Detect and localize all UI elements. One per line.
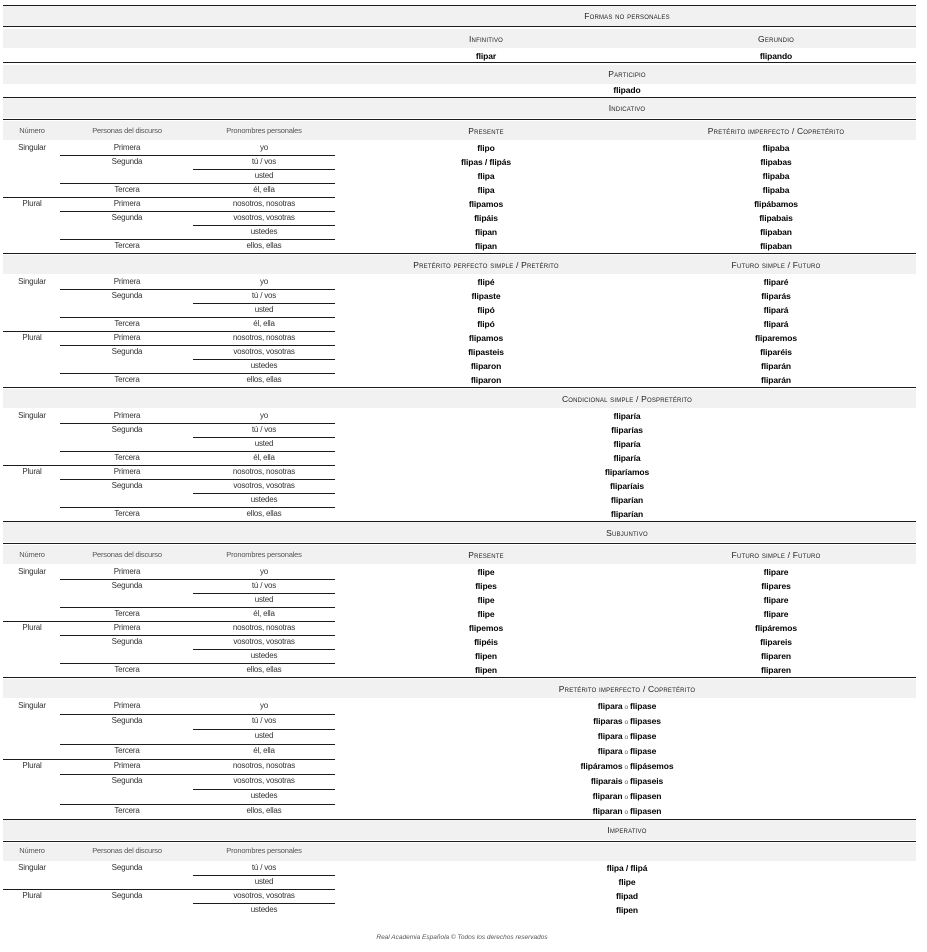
col-header-numero: Número (19, 846, 45, 855)
verb-form: flipe (477, 595, 495, 605)
row-rule (193, 875, 335, 876)
verb-form: flipaban (760, 241, 792, 251)
form-a: fliparan (592, 806, 623, 816)
row-rule (193, 437, 335, 438)
ind3-persona: Segunda (111, 481, 143, 490)
ind1-pronombre: nosotros, nosotras (232, 199, 296, 208)
verb-form: flipé (477, 277, 495, 287)
row-rule (193, 225, 335, 226)
row-rule (3, 759, 335, 760)
ind1-persona: Tercera (114, 241, 140, 250)
form-b: flipaseis (630, 776, 664, 786)
form-b: flipasen (630, 791, 662, 801)
row-rule (193, 493, 335, 494)
verb-form: flipó (477, 305, 495, 315)
tense-label: Presente (468, 550, 504, 560)
row-rule (60, 451, 335, 452)
subj2-persona: Tercera (114, 746, 140, 755)
verb-form: flipaba (762, 143, 790, 153)
subj2-pronombre: tú / vos (251, 716, 277, 725)
verb-form: flipen (474, 665, 498, 675)
subj1-pronombre: yo (259, 567, 269, 576)
ind3-pronombre: usted (254, 439, 274, 448)
section-band (3, 820, 916, 840)
ind2-pronombre: usted (254, 305, 274, 314)
imp-pronombre: vosotros, vosotras (233, 891, 295, 900)
tense-label: Presente (468, 126, 504, 136)
row-rule (60, 607, 335, 608)
verb-form: flipaba (762, 171, 790, 181)
imp-form: flipad (615, 891, 639, 901)
ind3-persona: Primera (113, 411, 141, 420)
subj2-pronombre: usted (254, 731, 274, 740)
form-b: flipase (630, 746, 657, 756)
row-rule (60, 239, 335, 240)
ind1-persona: Primera (113, 199, 141, 208)
row-rule (60, 345, 335, 346)
rule (3, 677, 916, 678)
verb-form: flipare (763, 567, 789, 577)
subj2-persona: Tercera (114, 806, 140, 815)
imp-form: flipe (618, 877, 636, 887)
form-b: flipase (630, 701, 657, 711)
section-title: Indicativo (608, 103, 646, 113)
subj2-pronombre: él, ella (253, 746, 275, 755)
verb-form: fliparían (610, 495, 644, 505)
section-band (3, 98, 916, 118)
infinitivo-label: Infinitivo (468, 34, 504, 44)
ind3-persona: Primera (113, 467, 141, 476)
verb-form: fliparen (761, 651, 791, 661)
form-b: flipases (630, 716, 661, 726)
verb-form: flipe (477, 609, 495, 619)
subj1-pronombre: nosotros, nosotras (232, 623, 296, 632)
gerundio-form: flipando (759, 51, 793, 61)
row-rule (60, 183, 335, 184)
row-rule (193, 729, 335, 730)
verb-form: flipes (475, 581, 497, 591)
row-rule (193, 359, 335, 360)
ind2-persona: Tercera (114, 375, 140, 384)
subj1-persona: Segunda (111, 637, 143, 646)
verb-form-pair (598, 700, 657, 714)
tense-label: Pretérito imperfecto / Copretérito (558, 684, 696, 694)
ind2-persona: Primera (113, 277, 141, 286)
row-rule (193, 303, 335, 304)
connector: o (624, 779, 629, 786)
rule (3, 543, 916, 544)
ind1-pronombre: ellos, ellas (246, 241, 282, 250)
form-a: flipáramos (580, 761, 623, 771)
col-header-personas: Personas del discurso (92, 126, 162, 135)
verb-form: flipamos (468, 333, 504, 343)
gerundio-label: Gerundio (758, 34, 794, 44)
infinitivo-form: flipar (475, 51, 497, 61)
form-b: flipasen (630, 806, 662, 816)
verb-form: flipéis (474, 637, 498, 647)
subj1-pronombre: él, ella (253, 609, 275, 618)
verb-form: flipen (474, 651, 498, 661)
subj2-pronombre: vosotros, vosotras (233, 776, 295, 785)
imp-form: flipen (615, 905, 639, 915)
header-band (3, 679, 916, 698)
section-title: Formas no personales (584, 11, 670, 21)
row-rule (193, 593, 335, 594)
imp-form: flipa / flipá (606, 863, 648, 873)
row-rule (3, 331, 335, 332)
ind3-pronombre: nosotros, nosotras (232, 467, 296, 476)
subj2-pronombre: ustedes (250, 791, 278, 800)
verb-form: flipabais (759, 213, 793, 223)
row-rule (3, 197, 335, 198)
row-rule (60, 579, 335, 580)
row-rule (60, 744, 335, 745)
section-title: Subjuntivo (606, 528, 648, 538)
rule (3, 387, 916, 388)
imp-persona: Segunda (111, 863, 143, 872)
verb-form: flipasteis (468, 347, 504, 357)
imp-pronombre: usted (254, 877, 274, 886)
ind2-pronombre: yo (259, 277, 269, 286)
imp-pronombre: ustedes (250, 905, 278, 914)
ind1-pronombre: ustedes (250, 227, 278, 236)
subj1-persona: Primera (113, 567, 141, 576)
imp-pronombre: tú / vos (251, 863, 277, 872)
connector: o (624, 794, 629, 801)
subj2-pronombre: ellos, ellas (246, 806, 282, 815)
verb-form-pair (593, 805, 662, 819)
footer-copyright: Real Academia Española © Todos los derechos reservados (376, 934, 548, 941)
row-rule (60, 663, 335, 664)
row-rule (60, 635, 335, 636)
verb-form: fliparíais (610, 481, 644, 491)
rule (3, 253, 916, 254)
ind2-pronombre: ustedes (250, 361, 278, 370)
rule (3, 841, 916, 842)
verb-form: flipe (477, 567, 495, 577)
form-b: flipase (630, 731, 657, 741)
ind3-persona: Tercera (114, 509, 140, 518)
verb-form: flipabas (760, 157, 792, 167)
verb-form: flipa (477, 171, 495, 181)
section-title: Imperativo (607, 825, 647, 835)
verb-form: flipará (763, 305, 789, 315)
ind1-pronombre: usted (254, 171, 274, 180)
verb-form: flipan (474, 227, 498, 237)
subj2-persona: Segunda (111, 716, 143, 725)
col-header-pronombres: Pronombres personales (226, 846, 302, 855)
ind3-pronombre: yo (259, 411, 269, 420)
verb-form: fliparon (470, 375, 502, 385)
verb-form: flipan (474, 241, 498, 251)
row-rule (60, 804, 335, 805)
row-rule (60, 317, 335, 318)
subj1-pronombre: ustedes (250, 651, 278, 660)
verb-form: fliparán (761, 361, 791, 371)
verb-form-pair (598, 730, 657, 744)
ind3-persona: Tercera (114, 453, 140, 462)
subj1-persona: Tercera (114, 609, 140, 618)
ind2-persona: Segunda (111, 347, 143, 356)
form-a: flipara (597, 746, 623, 756)
imp-numero: Plural (22, 891, 42, 900)
subj1-persona: Tercera (114, 665, 140, 674)
verb-form: fliparías (611, 425, 643, 435)
ind2-persona: Primera (113, 333, 141, 342)
verb-form: flipábamos (754, 199, 798, 209)
ind3-numero: Plural (22, 467, 42, 476)
verb-form-pair (591, 775, 663, 789)
connector: o (624, 734, 629, 741)
col-header-numero: Número (19, 550, 45, 559)
verb-form: fliparen (761, 665, 791, 675)
rule (3, 119, 916, 120)
section-band (3, 522, 916, 542)
ind2-pronombre: él, ella (253, 319, 275, 328)
ind1-persona: Tercera (114, 185, 140, 194)
verb-form: flipaba (762, 185, 790, 195)
verb-form: flipaban (760, 227, 792, 237)
row-rule (60, 155, 335, 156)
ind1-numero: Plural (22, 199, 42, 208)
ind2-pronombre: tú / vos (251, 291, 277, 300)
form-a: flipara (597, 701, 623, 711)
ind1-pronombre: yo (259, 143, 269, 152)
row-rule (60, 774, 335, 775)
row-rule (193, 169, 335, 170)
ind2-pronombre: vosotros, vosotras (233, 347, 295, 356)
subj2-persona: Primera (113, 701, 141, 710)
verb-form: flipó (477, 319, 495, 329)
row-rule (60, 289, 335, 290)
connector: o (624, 749, 629, 756)
verb-form: flipará (763, 319, 789, 329)
verb-form: fliparán (761, 375, 791, 385)
ind1-numero: Singular (18, 143, 46, 152)
verb-form: fliparon (470, 361, 502, 371)
ind2-pronombre: nosotros, nosotras (232, 333, 296, 342)
ind1-pronombre: vosotros, vosotras (233, 213, 295, 222)
subj2-persona: Segunda (111, 776, 143, 785)
verb-form: flipares (761, 581, 791, 591)
header-band (3, 389, 916, 408)
subj1-pronombre: vosotros, vosotras (233, 637, 295, 646)
row-rule (60, 373, 335, 374)
subj1-numero: Plural (22, 623, 42, 632)
row-rule (3, 889, 335, 890)
verb-form: flipas / flipás (461, 157, 511, 167)
form-a: flipara (597, 731, 623, 741)
subj1-pronombre: ellos, ellas (246, 665, 282, 674)
subj1-persona: Segunda (111, 581, 143, 590)
ind2-numero: Singular (18, 277, 46, 286)
row-rule (193, 649, 335, 650)
row-rule (3, 465, 335, 466)
row-rule (60, 479, 335, 480)
subj1-persona: Primera (113, 623, 141, 632)
subj1-pronombre: usted (254, 595, 274, 604)
ind3-pronombre: ellos, ellas (246, 509, 282, 518)
subj1-pronombre: tú / vos (251, 581, 277, 590)
ind2-pronombre: ellos, ellas (246, 375, 282, 384)
tense-label: Pretérito imperfecto / Copretérito (707, 126, 845, 136)
verb-form: fliparía (613, 411, 641, 421)
imp-numero: Singular (18, 863, 46, 872)
tense-label: Futuro simple / Futuro (731, 550, 821, 560)
tense-label: Futuro simple / Futuro (731, 260, 821, 270)
ind1-persona: Segunda (111, 213, 143, 222)
verb-form: fliparéis (760, 347, 792, 357)
col-header-pronombres: Pronombres personales (226, 550, 302, 559)
verb-form: fliparás (761, 291, 791, 301)
subj1-numero: Singular (18, 567, 46, 576)
row-rule (3, 621, 335, 622)
ind3-pronombre: vosotros, vosotras (233, 481, 295, 490)
verb-form-pair (593, 715, 661, 729)
form-a: fliparas (593, 716, 623, 726)
row-rule (60, 714, 335, 715)
ind3-numero: Singular (18, 411, 46, 420)
ind1-persona: Segunda (111, 157, 143, 166)
subj2-numero: Plural (22, 761, 42, 770)
participio-label: Participio (608, 69, 646, 79)
col-header-numero: Número (19, 126, 45, 135)
verb-form: fliparían (610, 509, 644, 519)
verb-form: fliparemos (755, 333, 797, 343)
subj2-persona: Primera (113, 761, 141, 770)
connector: o (624, 704, 629, 711)
connector: o (624, 764, 629, 771)
form-a: fliparan (592, 791, 623, 801)
verb-form: flipemos (468, 623, 504, 633)
row-rule (60, 507, 335, 508)
subj2-pronombre: yo (259, 701, 269, 710)
ind1-pronombre: él, ella (253, 185, 275, 194)
subj2-numero: Singular (18, 701, 46, 710)
verb-form: flipaste (471, 291, 501, 301)
verb-form: fliparía (613, 453, 641, 463)
row-rule (193, 903, 335, 904)
form-a: fliparais (590, 776, 623, 786)
verb-form: flipáis (474, 213, 498, 223)
verb-form: flipáremos (755, 623, 797, 633)
ind2-numero: Plural (22, 333, 42, 342)
ind3-pronombre: él, ella (253, 453, 275, 462)
subj2-pronombre: nosotros, nosotras (232, 761, 296, 770)
verb-form-pair (593, 790, 662, 804)
col-header-personas: Personas del discurso (92, 846, 162, 855)
verb-form: flipamos (468, 199, 504, 209)
verb-form: fliparíamos (604, 467, 650, 477)
verb-form: flipa (477, 185, 495, 195)
verb-form: flipo (477, 143, 495, 153)
verb-form-pair (598, 745, 657, 759)
ind2-persona: Tercera (114, 319, 140, 328)
row-rule (60, 211, 335, 212)
verb-form-pair (581, 760, 674, 774)
header-band (3, 65, 916, 84)
row-rule (60, 423, 335, 424)
tense-label: Pretérito perfecto simple / Pretérito (413, 260, 559, 270)
ind3-persona: Segunda (111, 425, 143, 434)
section-band (3, 6, 916, 26)
ind2-persona: Segunda (111, 291, 143, 300)
verb-form: fliparé (763, 277, 789, 287)
connector: o (624, 719, 629, 726)
rule (3, 26, 916, 27)
form-b: flipásemos (630, 761, 674, 771)
verb-form: flipareis (760, 637, 792, 647)
verb-form: flipare (763, 609, 789, 619)
verb-form: flipare (763, 595, 789, 605)
row-rule (193, 789, 335, 790)
ind1-persona: Primera (113, 143, 141, 152)
ind3-pronombre: ustedes (250, 495, 278, 504)
participio-form: flipado (613, 85, 641, 95)
tense-label: Condicional simple / Pospretérito (561, 394, 693, 404)
connector: o (624, 809, 629, 816)
ind3-pronombre: tú / vos (251, 425, 277, 434)
rule (3, 62, 916, 63)
ind1-pronombre: tú / vos (251, 157, 277, 166)
col-header-personas: Personas del discurso (92, 550, 162, 559)
imp-persona: Segunda (111, 891, 143, 900)
verb-form: fliparía (613, 439, 641, 449)
col-header-pronombres: Pronombres personales (226, 126, 302, 135)
